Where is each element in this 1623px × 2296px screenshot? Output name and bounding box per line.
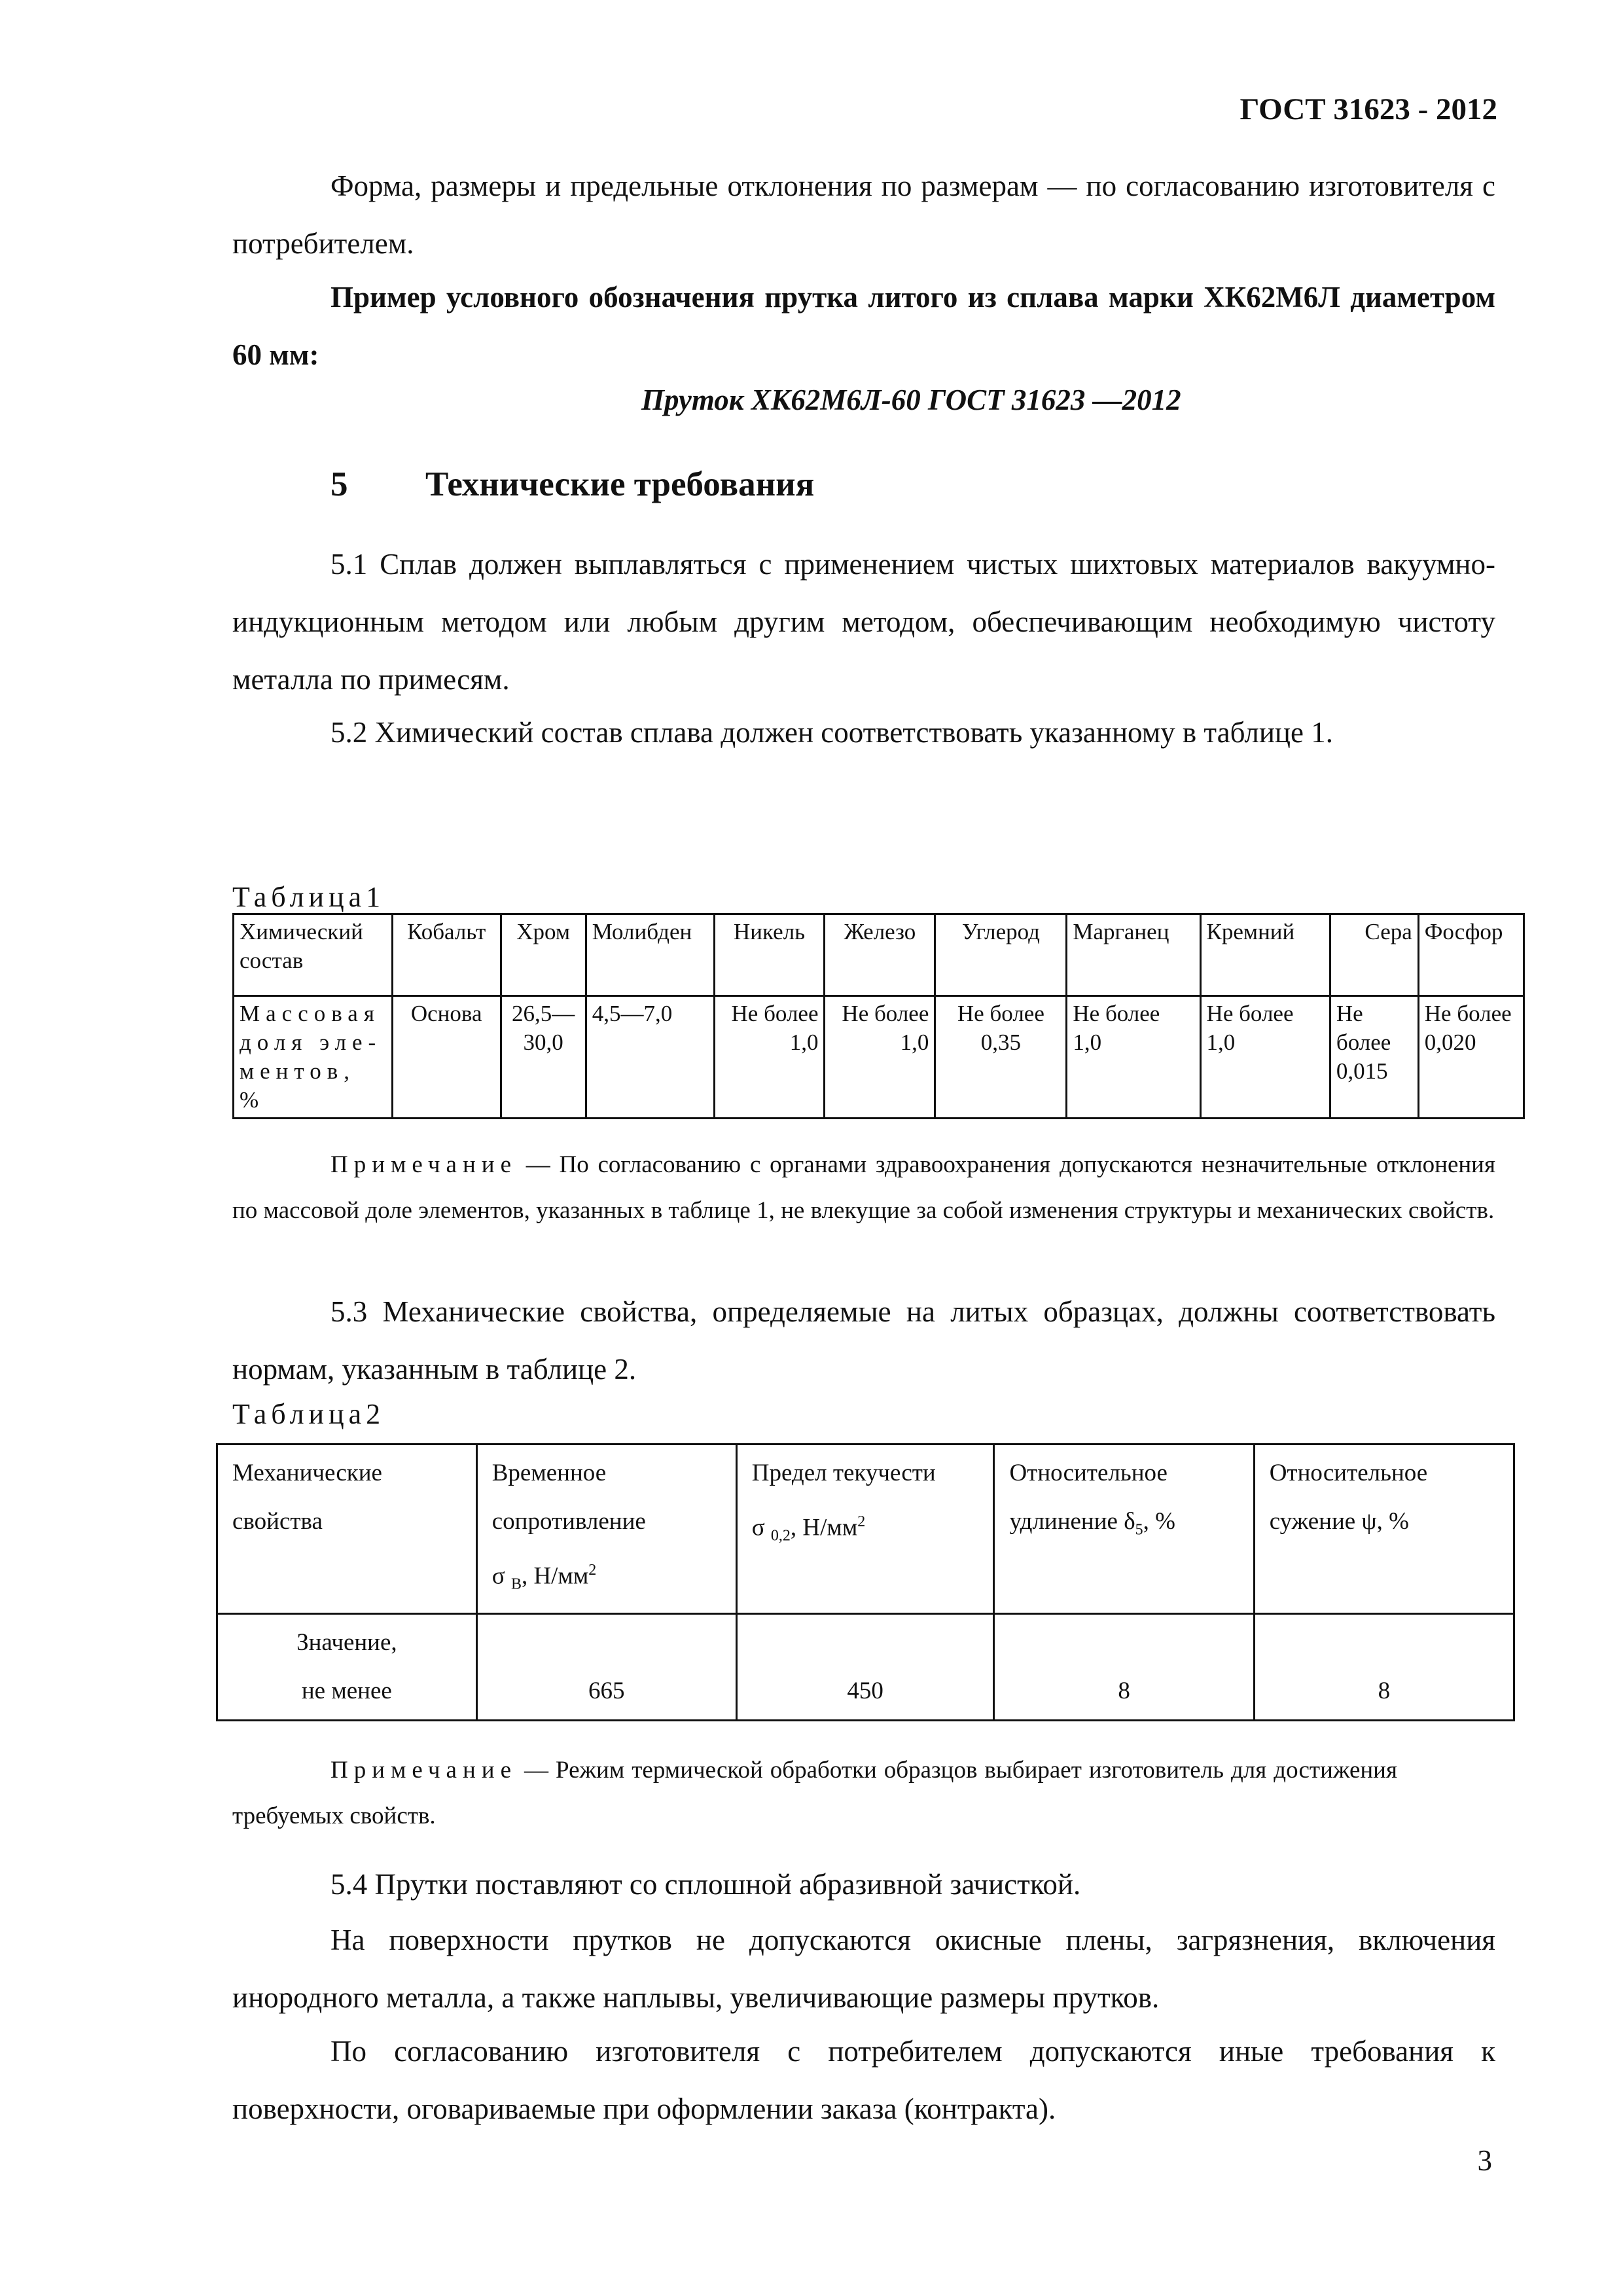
table-cell: 665 — [476, 1613, 736, 1720]
example-label: Пример условного обозначения прутка литого из сплава марки ХК62М6Л диаметром 60 мм: — [232, 281, 1495, 371]
table-header-cell: Хром — [501, 914, 586, 996]
table-header-cell: Молибден — [586, 914, 714, 996]
table-header-cell: Железо — [825, 914, 935, 996]
paragraph-5-2: 5.2 Химический состав сплава должен соответствовать указанному в таблице 1. — [330, 716, 1333, 749]
table-header-cell: Сера — [1330, 914, 1418, 996]
table-cell: Не более 1,0 — [825, 996, 935, 1119]
document-id: ГОСТ 31623 - 2012 — [1240, 92, 1497, 126]
table-cell: 26,5—30,0 — [501, 996, 586, 1119]
table-cell: 450 — [736, 1613, 994, 1720]
table-header-cell: Относительное удлинение $\delta_5$, % — [994, 1444, 1254, 1614]
table-cell: Основа — [392, 996, 501, 1119]
page-number: 3 — [1477, 2144, 1492, 2177]
table2-caption: Таблица2 — [232, 1398, 385, 1430]
note-label: Примечание — [330, 1151, 517, 1178]
table-header-row — [234, 914, 1524, 996]
paragraph-5-1: 5.1 Сплав должен выплавляться с применением чистых шихтовых материалов вакуумно-индукционным методом или любым другим методом, обеспечивающим необходимую чистоту металла по примесям. — [232, 548, 1495, 696]
table-cell: Не более 1,0 — [1200, 996, 1330, 1119]
section-number: 5 — [330, 465, 348, 503]
table-header-cell: Углерод — [935, 914, 1067, 996]
table-header-cell: Предел текучести σ $_{0,2}$, $Н/мм^2$ — [736, 1444, 994, 1614]
table-header-cell: Временное сопротивление σ $_В$, $Н/мм^2$ — [476, 1444, 736, 1614]
table-row — [217, 1613, 1514, 1720]
section-title: Технические требования — [425, 465, 815, 503]
table-header-cell: Механические свойства — [217, 1444, 477, 1614]
example-designation: Пруток ХК62М6Л-60 ГОСТ 31623 —2012 — [641, 384, 1181, 416]
table-cell: Не более 1,0 — [714, 996, 825, 1119]
paragraph-5-4: 5.4 Прутки поставляют со сплошной абразивной зачисткой. — [330, 1868, 1081, 1901]
note-label: Примечание — [330, 1757, 517, 1784]
table-header-cell: Кремний — [1200, 914, 1330, 996]
table-cell: 8 — [994, 1613, 1254, 1720]
note-text: — Режим термической обработки образцов выбирает изготовитель для достижения требуемых свойств. — [232, 1757, 1397, 1829]
agreement-paragraph: По согласованию изготовителя с потребителем допускаются иные требования к поверхности, оговариваемые при оформлении заказа (контракта). — [232, 2035, 1495, 2125]
surface-paragraph: На поверхности прутков не допускаются окисные плены, загрязнения, включения инородного металла, а также наплывы, увеличивающие размеры прутков. — [232, 1924, 1495, 2014]
table-cell: Не более 0,020 — [1418, 996, 1524, 1119]
paragraph-5-3: 5.3 Механические свойства, определяемые на литых образцах, должны соответствовать нормам, указанным в таблице 2. — [232, 1295, 1495, 1386]
table-header-cell: Химический состав — [234, 914, 393, 996]
note-text: — По согласованию с органами здравоохранения допускаются незначительные отклонения по массовой доле элементов, указанных в таблице 1, не влекущие за собой изменения структуры и механических свойств. — [232, 1151, 1495, 1224]
shape-paragraph: Форма, размеры и предельные отклонения по размерам — по согласованию изготовителя с потребителем. — [232, 170, 1495, 260]
table-header-cell: Марганец — [1067, 914, 1200, 996]
table-cell: 4,5—7,0 — [586, 996, 714, 1119]
note-2 — [232, 1748, 1397, 1839]
note-1 — [232, 1142, 1495, 1234]
table-row-label: Массовая доля эле-ментов, % — [234, 996, 393, 1119]
table-row-label: Значение, не менее — [217, 1613, 477, 1720]
table-header-cell: Фосфор — [1418, 914, 1524, 996]
table-header-cell: Относительное сужение ψ, % — [1254, 1444, 1514, 1614]
table-row — [234, 996, 1524, 1119]
table-header-cell: Никель — [714, 914, 825, 996]
table-cell: 8 — [1254, 1613, 1514, 1720]
mechanical-properties-table — [216, 1443, 1515, 1721]
table-cell: Не более 0,015 — [1330, 996, 1418, 1119]
table-header-cell: Кобальт — [392, 914, 501, 996]
table-header-row — [217, 1444, 1514, 1614]
table-cell: Не более 1,0 — [1067, 996, 1200, 1119]
chemical-composition-table — [232, 913, 1525, 1119]
table-cell: Не более 0,35 — [935, 996, 1067, 1119]
table1-caption: Таблица1 — [232, 881, 385, 913]
